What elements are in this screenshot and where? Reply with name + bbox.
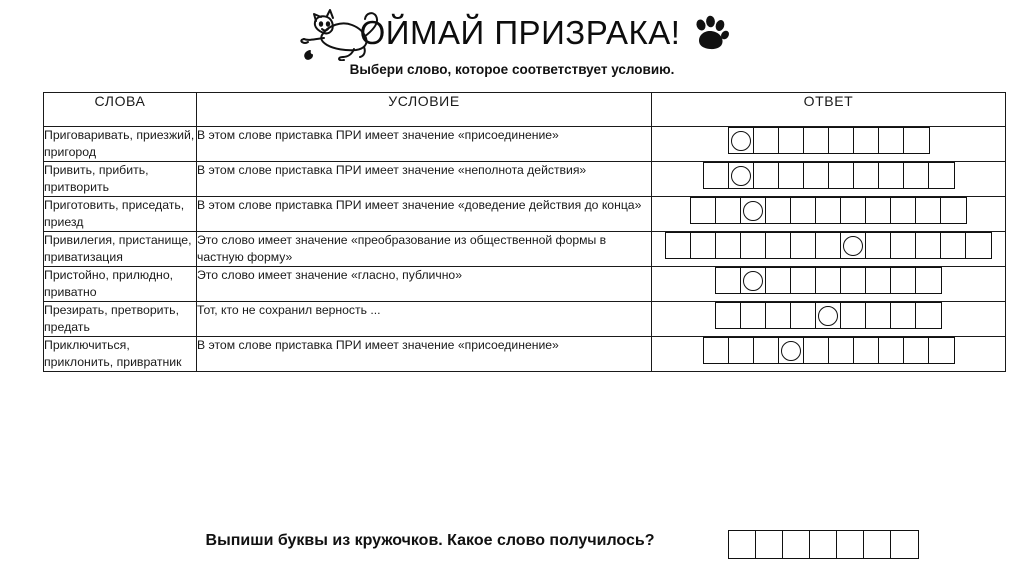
answer-cell[interactable] [652, 197, 1006, 232]
letter-box[interactable] [891, 268, 916, 293]
table-row [44, 162, 1006, 197]
answer-grid-wrapper [652, 127, 1005, 154]
answer-letter-grid[interactable] [690, 197, 967, 224]
page-header [0, 0, 1024, 88]
column-header-answer: ОТВЕТ [652, 93, 1006, 127]
letter-box[interactable] [866, 233, 891, 258]
letter-box[interactable] [666, 233, 691, 258]
letter-box[interactable] [791, 268, 816, 293]
condition-cell: В этом слове приставка ПРИ имеет значение «доведение действия до конца» [197, 197, 652, 232]
letter-box[interactable] [779, 163, 804, 188]
letter-box[interactable] [904, 163, 929, 188]
letter-box[interactable] [916, 268, 941, 293]
words-cell: Презирать, претворить, предать [44, 302, 197, 337]
letter-box[interactable] [816, 233, 841, 258]
leaping-cat-icon [294, 5, 390, 61]
answer-cell[interactable] [652, 302, 1006, 337]
letter-box[interactable] [941, 198, 966, 223]
final-letter-box[interactable] [891, 531, 918, 558]
page-title: ОЙМАЙ ПРИЗРАКА! [359, 14, 681, 51]
letter-box[interactable] [691, 198, 716, 223]
letter-box-circled[interactable] [841, 233, 866, 258]
letter-box[interactable] [829, 338, 854, 363]
letter-box[interactable] [766, 233, 791, 258]
condition-cell: Это слово имеет значение «гласно, публично» [197, 267, 652, 302]
letter-box[interactable] [904, 128, 929, 153]
letter-box-circled[interactable] [779, 338, 804, 363]
letter-box[interactable] [854, 163, 879, 188]
condition-cell: В этом слове приставка ПРИ имеет значение «присоединение» [197, 337, 652, 372]
table-header [44, 93, 1006, 127]
answer-grid-wrapper [652, 232, 1005, 259]
letter-box-circled[interactable] [729, 163, 754, 188]
letter-box[interactable] [729, 338, 754, 363]
letter-box[interactable] [766, 268, 791, 293]
table-header-row [44, 93, 1006, 127]
condition-cell: В этом слове приставка ПРИ имеет значение «присоединение» [197, 127, 652, 162]
words-cell: Пристойно, прилюдно, приватно [44, 267, 197, 302]
table-row [44, 232, 1006, 267]
letter-box[interactable] [916, 233, 941, 258]
answer-cell[interactable] [652, 267, 1006, 302]
table-body [44, 127, 1006, 372]
letter-box-circled[interactable] [729, 128, 754, 153]
letter-box[interactable] [929, 338, 954, 363]
letter-box[interactable] [779, 128, 804, 153]
letter-box[interactable] [841, 198, 866, 223]
words-cell: Приключиться, приклонить, привратник [44, 337, 197, 372]
letter-box[interactable] [841, 268, 866, 293]
letter-box[interactable] [879, 163, 904, 188]
worksheet-table [43, 92, 1006, 372]
final-letter-box[interactable] [810, 531, 837, 558]
letter-box[interactable] [791, 198, 816, 223]
letter-box[interactable] [766, 303, 791, 328]
letter-box[interactable] [879, 338, 904, 363]
answer-letter-grid[interactable] [703, 337, 955, 364]
condition-cell: Тот, кто не сохранил верность ... [197, 302, 652, 337]
letter-box[interactable] [866, 268, 891, 293]
answer-letter-grid[interactable] [715, 302, 942, 329]
answer-grid-wrapper [652, 267, 1005, 294]
answer-cell[interactable] [652, 127, 1006, 162]
letter-box[interactable] [754, 338, 779, 363]
page-footer [0, 526, 1024, 574]
letter-box[interactable] [716, 268, 741, 293]
footer-question-text: Выпиши буквы из кружочков. Какое слово получилось? [205, 532, 655, 549]
words-cell: Приговаривать, приезжий, пригород [44, 127, 197, 162]
letter-box[interactable] [829, 163, 854, 188]
letter-box-circled[interactable] [741, 268, 766, 293]
letter-box[interactable] [741, 233, 766, 258]
letter-box[interactable] [916, 198, 941, 223]
column-header-condition: УСЛОВИЕ [197, 93, 652, 127]
table-row [44, 337, 1006, 372]
letter-box[interactable] [941, 233, 966, 258]
final-answer-grid[interactable] [728, 530, 919, 559]
table-row [44, 197, 1006, 232]
letter-box[interactable] [866, 198, 891, 223]
letter-box[interactable] [879, 128, 904, 153]
table-row [44, 127, 1006, 162]
letter-box[interactable] [904, 338, 929, 363]
letter-box[interactable] [816, 268, 841, 293]
letter-box[interactable] [804, 338, 829, 363]
letter-box[interactable] [804, 163, 829, 188]
letter-box[interactable] [791, 233, 816, 258]
table-row [44, 302, 1006, 337]
words-cell: Приготовить, приседать, приезд [44, 197, 197, 232]
final-letter-box[interactable] [729, 531, 756, 558]
answer-letter-grid[interactable] [665, 232, 992, 259]
letter-box[interactable] [816, 198, 841, 223]
answer-grid-wrapper [652, 302, 1005, 329]
letter-box[interactable] [929, 163, 954, 188]
answer-grid-wrapper [652, 197, 1005, 224]
letter-box[interactable] [854, 338, 879, 363]
answer-letter-grid[interactable] [715, 267, 942, 294]
letter-box-circled[interactable] [741, 198, 766, 223]
letter-box[interactable] [716, 233, 741, 258]
column-header-words: СЛОВА [44, 93, 197, 127]
title-row [0, 8, 1024, 58]
paw-print-icon [690, 13, 730, 53]
letter-box[interactable] [829, 128, 854, 153]
letter-box[interactable] [854, 128, 879, 153]
letter-box[interactable] [791, 303, 816, 328]
answer-cell[interactable] [652, 337, 1006, 372]
answer-letter-grid[interactable] [703, 162, 955, 189]
words-cell: Привить, прибить, притворить [44, 162, 197, 197]
answer-cell[interactable] [652, 232, 1006, 267]
answer-letter-grid[interactable] [728, 127, 930, 154]
letter-box[interactable] [916, 303, 941, 328]
letter-box[interactable] [804, 128, 829, 153]
final-letter-box[interactable] [756, 531, 783, 558]
answer-grid-wrapper [652, 337, 1005, 364]
letter-box[interactable] [754, 128, 779, 153]
letter-box[interactable] [766, 198, 791, 223]
answer-grid-wrapper [652, 162, 1005, 189]
letter-box[interactable] [691, 233, 716, 258]
letter-box[interactable] [866, 303, 891, 328]
final-letter-box[interactable] [864, 531, 891, 558]
letter-box-circled[interactable] [816, 303, 841, 328]
condition-cell: Это слово имеет значение «преобразование из общественной формы в частную форму» [197, 232, 652, 267]
letter-box[interactable] [704, 338, 729, 363]
final-letter-box[interactable] [783, 531, 810, 558]
final-answer-grid-holder [728, 530, 919, 559]
letter-box[interactable] [716, 198, 741, 223]
letter-box[interactable] [966, 233, 991, 258]
letter-box[interactable] [754, 163, 779, 188]
table-row [44, 267, 1006, 302]
letter-box[interactable] [741, 303, 766, 328]
letter-box[interactable] [716, 303, 741, 328]
letter-box[interactable] [891, 198, 916, 223]
letter-box[interactable] [841, 303, 866, 328]
page-subtitle: Выбери слово, которое соответствует условию. [349, 62, 675, 77]
words-cell: Привилегия, пристанище, приватизация [44, 232, 197, 267]
letter-box[interactable] [891, 233, 916, 258]
final-letter-box[interactable] [837, 531, 864, 558]
letter-box[interactable] [704, 163, 729, 188]
letter-box[interactable] [891, 303, 916, 328]
answer-cell[interactable] [652, 162, 1006, 197]
condition-cell: В этом слове приставка ПРИ имеет значение «неполнота действия» [197, 162, 652, 197]
